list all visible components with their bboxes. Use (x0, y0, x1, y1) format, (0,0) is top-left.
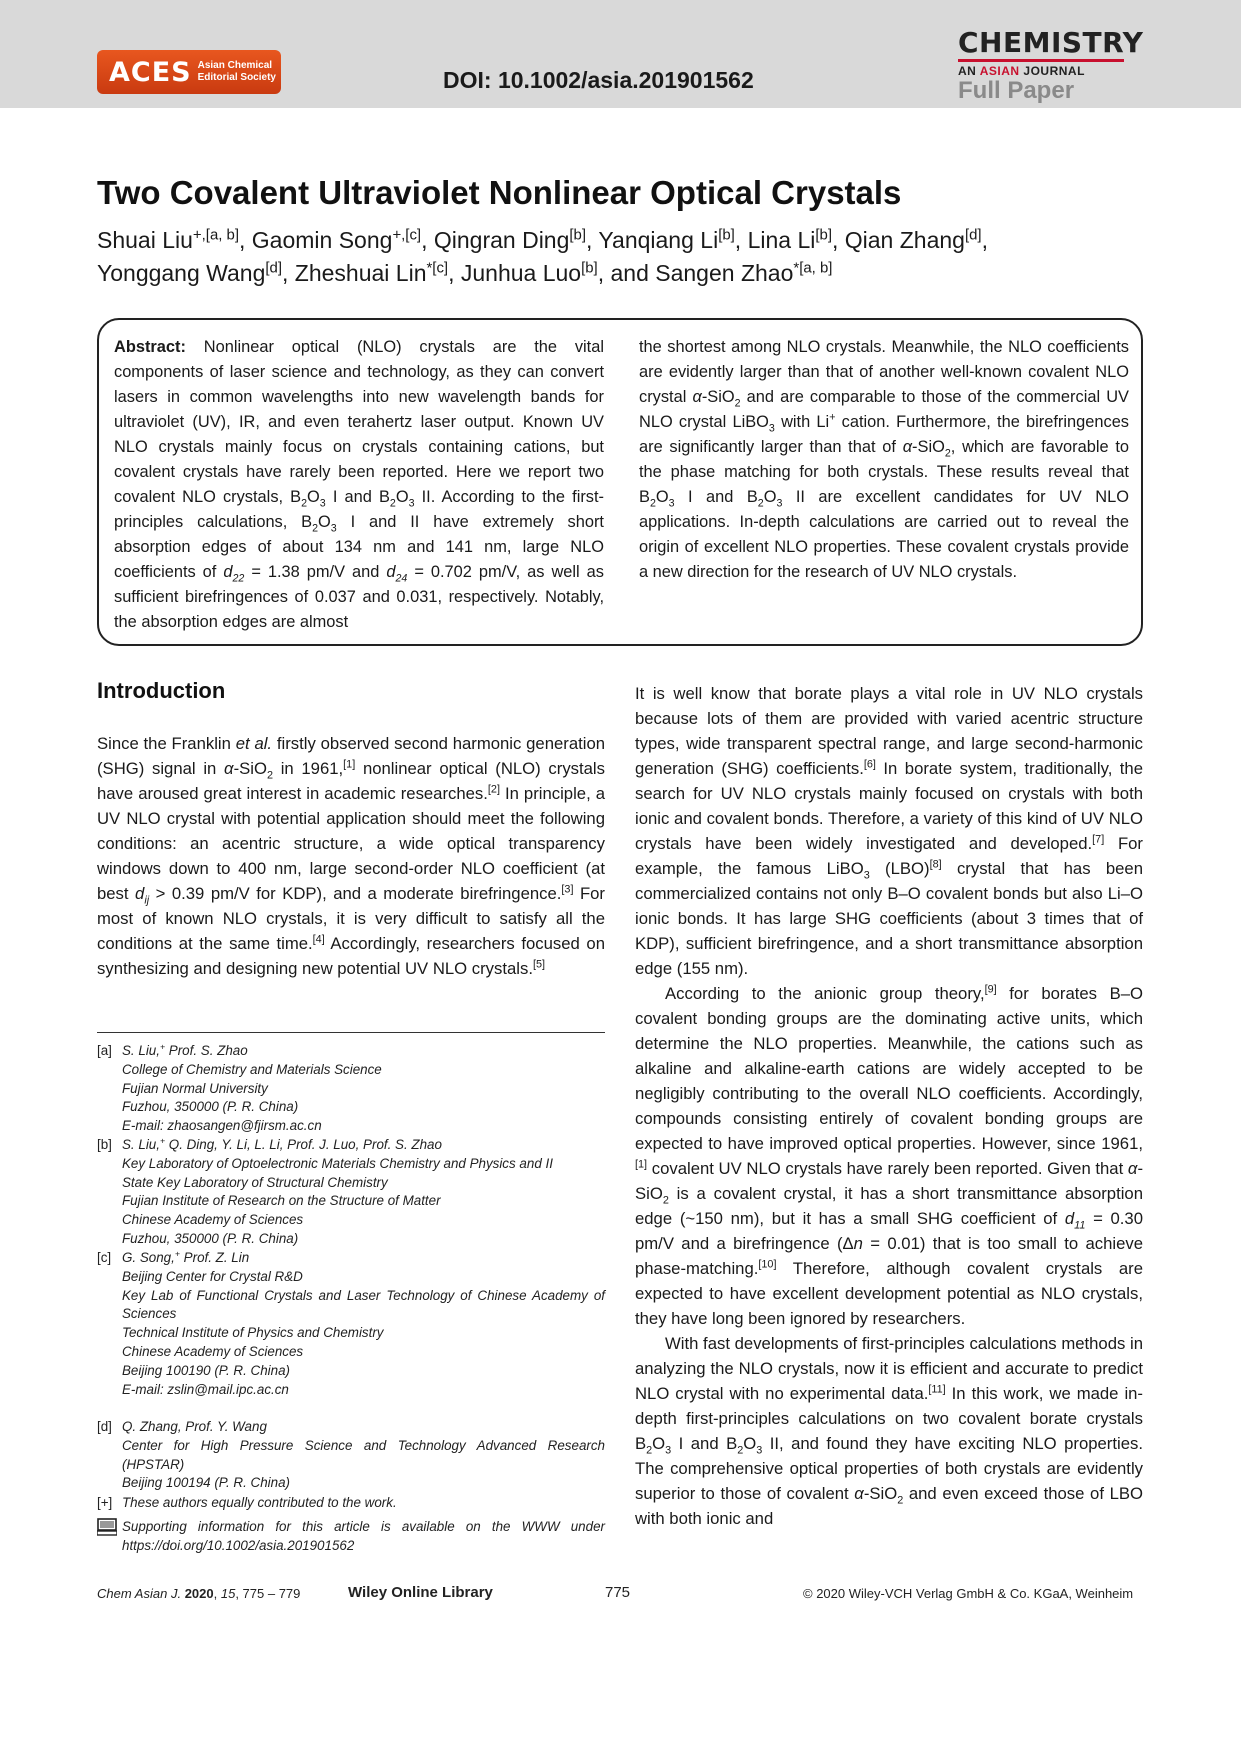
article-type-label: Full Paper (958, 77, 1075, 104)
computer-icon (97, 1518, 117, 1536)
affiliation-line: S. Liu,+ Prof. S. Zhao (122, 1041, 248, 1058)
affiliation-c (97, 1249, 605, 1399)
affiliation-body (122, 1042, 605, 1136)
affiliation-line: Chinese Academy of Sciences (122, 1343, 304, 1359)
affiliation-line[interactable]: E-mail: zhaosangen@fjirsm.ac.cn (122, 1118, 322, 1134)
affiliation-b (97, 1136, 605, 1249)
body-column-right (635, 681, 1143, 1531)
abstract-text-left: Nonlinear optical (NLO) crystals are the vital components of laser science and technology, as they can convert lasers in common wavelengths into new wavelength bands for ultraviolet (UV), IR, and even terahertz laser output. Known UV NLO crystals mainly focus on crystals containing cations, but covalent crystals have rarely been reported. Here we report two covalent NLO crystals, $B_2O_3$ I and $B_2O_3$ II. According to the first-principles calculations, $B_2O_3$ I and II have extremely short absorption edges of about 134 nm and 141 nm, large NLO coefficients of $d_{22} = 1.38$ pm/V and $d_{24} = 0.702$ pm/V, as well as sufficient birefringences of 0.037 and 0.031, respectively. Notably, the absorption edges are almost (114, 338, 604, 631)
abstract-label: Abstract: (114, 338, 186, 356)
affiliation-line: Fujian Normal University (122, 1080, 268, 1096)
affiliation-tag: [a] (97, 1043, 112, 1058)
affiliation-line: Fuzhou, 350000 (P. R. China) (122, 1099, 299, 1115)
affiliation-line: Center for High Pressure Science and Technology Advanced Research (HPSTAR) (122, 1437, 605, 1472)
affiliation-tag: [d] (97, 1419, 112, 1434)
affiliation-body (122, 1136, 605, 1249)
journal-logo-subtitle: AN ASIAN JOURNAL (958, 64, 1085, 78)
author-name: Zheshuai Lin$^{*[c]}$ (294, 259, 449, 286)
author-name: Gaomin Song$^{+,[c]}$ (251, 226, 422, 253)
publisher-logo (97, 50, 281, 94)
right-paragraph-1: It is well know that borate plays a vital role in UV NLO crystals because lots of them are provided with varied acentric structure types, wide transparent spectral range, and large second-harmonic generation (SHG) coefficients.[6] In borate system, traditionally, the search for UV NLO crystals mainly focused on crystals with both ionic and covalent bonds. Therefore, a variety of this kind of UV NLO crystals have been widely investigated and developed.[7] For example, the famous LiBO$_3$ (LBO)[8] crystal that has been commercialized contains not only B–O covalent bonds but also Li–O ionic bonds. It has large SHG coefficients (about 3 times that of KDP), sufficient birefringence, and a short transmittance absorption edge (155 nm). (635, 684, 1143, 978)
equal-contribution-note (97, 1494, 605, 1513)
author-name: Qingran Ding[b] (433, 226, 587, 253)
author-name: Sangen Zhao$^{*[a, b]}$ (655, 259, 833, 286)
affiliation-line: Fuzhou, 350000 (P. R. China) (122, 1230, 299, 1246)
intro-paragraph-1: Since the Franklin et al. firstly observed second harmonic generation (SHG) signal in α-SiO$_2$ in 1961,[1] nonlinear optical (NLO) crystals have aroused great interest in academic researches.[2] In principle, a UV NLO crystal with potential application should meet the following conditions: an acentric structure, a wide optical transparency windows down to 400 nm, large second-order NLO coefficient (at best $d_{ij} > 0.39$ pm/V for KDP), and a moderate birefringence.[3] For most of known NLO crystals, it is very difficult to satisfy all the conditions at the same time.[4] Accordingly, researchers focused on synthesizing and designing new potential UV NLO crystals.[5] (97, 734, 606, 978)
affiliation-tag: [b] (97, 1137, 112, 1152)
footer-copyright: © 2020 Wiley-VCH Verlag GmbH & Co. KGaA, Weinheim (803, 1586, 1134, 1601)
affiliation-line: College of Chemistry and Materials Science (122, 1061, 382, 1077)
equal-contribution-text: These authors equally contributed to the work. (122, 1495, 397, 1510)
affiliation-line: Beijing 100194 (P. R. China) (122, 1475, 290, 1491)
author-name: Junhua Luo[b] (460, 259, 598, 286)
author-name: Yonggang Wang[d] (97, 259, 282, 286)
author-name: Yanqiang Li[b] (598, 226, 735, 253)
affiliation-line: Chinese Academy of Sciences (122, 1212, 304, 1228)
affiliation-a (97, 1042, 605, 1136)
affiliation-line: Beijing Center for Crystal R&D (122, 1268, 303, 1284)
affiliation-line: S. Liu,+ Q. Ding, Y. Li, L. Li, Prof. J. Luo, Prof. S. Zhao (122, 1135, 442, 1152)
right-paragraph-3: With fast developments of first-principles calculations methods in analyzing the NLO crystals, now it is efficient and accurate to predict NLO crystal with no experimental data.[11] In this work, we made in-depth first-principles calculations on two covalent borate crystals $B_2O_3$ I and $B_2O_3$ II, and found they have exciting NLO properties. The comprehensive optical properties of both crystals are evidently superior to those of covalent α-SiO$_2$ and even exceed those of LBO with both ionic and (635, 1334, 1143, 1528)
journal-header (0, 0, 1241, 108)
page-number: 775 (605, 1584, 631, 1601)
affiliation-d (97, 1418, 605, 1493)
author-name: Lina Li[b] (747, 226, 832, 253)
abstract-column-left (114, 335, 604, 635)
equal-contribution-tag: [+] (97, 1495, 113, 1510)
author-list: Shuai Liu$^{+,[a, b]}$, Gaomin Song$^{+,[c]}$, Qingran Ding[b], Yanqiang Li[b], Lina Li[b], Qian Zhang[d], Yonggang Wang[d], Zheshuai Lin$^{*[c]}$, Junhua Luo[b], and Sangen Zhao$^{*[a, b]}$ (97, 226, 988, 286)
affiliation-tag: [c] (97, 1250, 112, 1265)
affiliation-body (122, 1418, 605, 1493)
author-name: Qian Zhang[d] (844, 226, 982, 253)
supporting-info-text[interactable]: Supporting information for this article is available on the WWW under https://doi.org/10.1002/asia.201901562 (122, 1519, 605, 1553)
affiliation-line: Fujian Institute of Research on the Structure of Matter (122, 1193, 441, 1209)
footer-citation: Chem Asian J. 2020, 15, 775 – 779 (97, 1586, 301, 1601)
affiliation-line[interactable]: E-mail: zslin@mail.ipc.ac.cn (122, 1381, 289, 1397)
author-name: Shuai Liu$^{+,[a, b]}$ (97, 226, 240, 253)
affiliation-line: Q. Zhang, Prof. Y. Wang (122, 1419, 267, 1434)
affiliation-line: G. Song,+ Prof. Z. Lin (122, 1248, 250, 1265)
affiliation-line: State Key Laboratory of Structural Chemistry (122, 1174, 388, 1190)
journal-logo (958, 26, 1144, 104)
abstract-box (97, 318, 1143, 646)
right-paragraph-2: According to the anionic group theory,[9] for borates B–O covalent bonding groups are the dominating active units, which determine the NLO properties. Meanwhile, the cations such as alkaline and alkaline-earth cations are widely accepted to be negligibly contributing to the overall NLO coefficients. Accordingly, compounds consisting entirely of covalent bonding groups are expected to have improved optical properties. However, since 1961,[1] covalent UV NLO crystals have rarely been reported. Given that α-SiO$_2$ is a covalent crystal, it has a short transmittance absorption edge (~150 nm), but it has a small SHG coefficient of $d_{11} = 0.30$ pm/V and a birefringence (Δn = 0.01) that is too small to achieve phase-matching.[10] Therefore, although covalent crystals are expected to have excellent development potential as NLO crystals, they have long been ignored by researchers. (635, 983, 1144, 1328)
affiliation-line: Technical Institute of Physics and Chemistry (122, 1325, 384, 1341)
article-title: Two Covalent Ultraviolet Nonlinear Optical Crystals (97, 174, 902, 211)
journal-logo-chemistry: CHEMISTRY (958, 26, 1144, 59)
supporting-info-note (97, 1518, 605, 1556)
journal-logo-bar (958, 59, 1124, 62)
footnote-divider (97, 1032, 605, 1033)
affiliation-body (122, 1249, 605, 1399)
publisher-logo-name: Asian Chemical Editorial Society (197, 60, 276, 83)
abstract-column-right: the shortest among NLO crystals. Meanwhile, the NLO coefficients are evidently larger than that of another well-known covalent NLO crystal α-SiO$_2$ and are comparable to those of the commercial UV NLO crystal LiBO$_3$ with Li+ cation. Furthermore, the birefringences are significantly larger than that of α-SiO$_2$, which are favorable to the phase matching for both crystals. These results reveal that $B_2O_3$ I and $B_2O_3$ II are excellent candidates for UV NLO applications. In-depth calculations are carried out to reveal the origin of excellent NLO properties. These covalent crystals provide a new direction for the research of UV NLO crystals. (639, 338, 1130, 581)
footer-library[interactable]: Wiley Online Library (348, 1584, 493, 1601)
affiliation-line: Key Laboratory of Optoelectronic Materials Chemistry and Physics and II (122, 1155, 553, 1171)
publisher-logo-acronym: ACES (109, 56, 192, 88)
body-column-left (97, 731, 605, 981)
section-heading: Introduction (97, 678, 226, 703)
affiliation-line: Key Lab of Functional Crystals and Laser Technology of Chinese Academy of Sciences (122, 1287, 605, 1322)
doi-link[interactable]: DOI: 10.1002/asia.201901562 (443, 67, 754, 93)
affiliation-line: Beijing 100190 (P. R. China) (122, 1362, 290, 1378)
